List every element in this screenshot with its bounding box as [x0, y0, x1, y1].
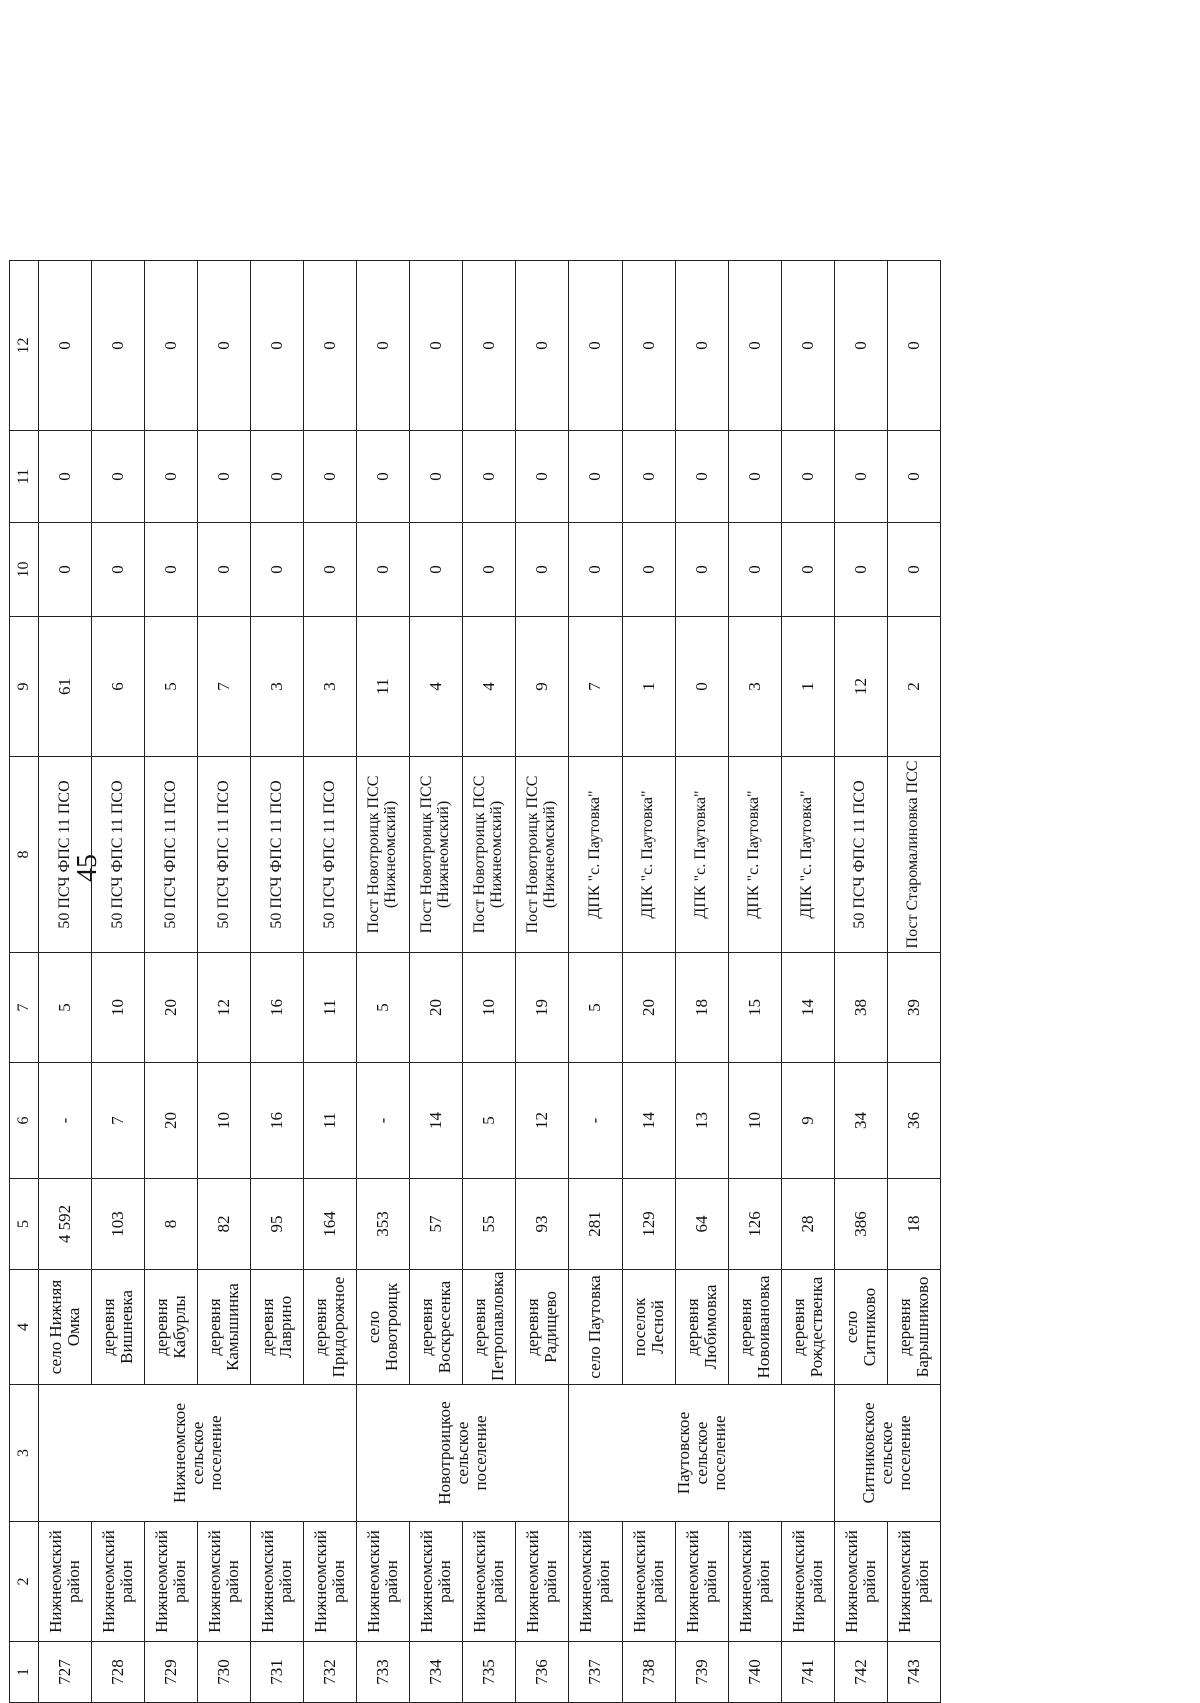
col9-cell: 3 — [728, 617, 781, 757]
col7-cell: 10 — [463, 953, 516, 1063]
col11-cell: 0 — [304, 431, 357, 523]
settlement-cell: деревня Вишневка — [92, 1270, 145, 1385]
col6-cell: 10 — [198, 1063, 251, 1179]
col10-cell: 0 — [516, 523, 569, 617]
fire-unit-cell: 50 ПСЧ ФПС 11 ПСО — [145, 757, 198, 953]
settlement-cell: село Паутовка — [569, 1270, 622, 1385]
col7-cell: 10 — [92, 953, 145, 1063]
population-cell: 129 — [622, 1179, 675, 1270]
district-cell: Нижнеомский район — [834, 1522, 887, 1642]
col9-cell: 61 — [39, 617, 92, 757]
column-header-9: 9 — [10, 617, 39, 757]
col11-cell: 0 — [198, 431, 251, 523]
col6-cell: - — [39, 1063, 92, 1179]
col9-cell: 3 — [251, 617, 304, 757]
table-row — [569, 261, 622, 1703]
col12-cell: 0 — [251, 261, 304, 431]
col9-cell: 7 — [569, 617, 622, 757]
row-number-cell: 737 — [569, 1642, 622, 1703]
row-number-cell: 736 — [516, 1642, 569, 1703]
district-cell: Нижнеомский район — [622, 1522, 675, 1642]
col11-cell: 0 — [463, 431, 516, 523]
col10-cell: 0 — [39, 523, 92, 617]
col6-cell: 20 — [145, 1063, 198, 1179]
row-number-cell: 743 — [887, 1642, 940, 1703]
col12-cell: 0 — [304, 261, 357, 431]
col11-cell: 0 — [145, 431, 198, 523]
col12-cell: 0 — [357, 261, 410, 431]
fire-unit-cell: ДПК "с. Паутовка" — [569, 757, 622, 953]
col9-cell: 0 — [675, 617, 728, 757]
col10-cell: 0 — [887, 523, 940, 617]
col7-cell: 20 — [622, 953, 675, 1063]
col10-cell: 0 — [728, 523, 781, 617]
col10-cell: 0 — [622, 523, 675, 617]
district-cell: Нижнеомский район — [887, 1522, 940, 1642]
column-header-8: 8 — [10, 757, 39, 953]
data-table — [9, 260, 941, 1703]
col12-cell: 0 — [622, 261, 675, 431]
col9-cell: 7 — [198, 617, 251, 757]
row-number-cell: 742 — [834, 1642, 887, 1703]
header-row — [10, 261, 39, 1703]
fire-unit-cell: ДПК "с. Паутовка" — [728, 757, 781, 953]
column-header-10: 10 — [10, 523, 39, 617]
col12-cell: 0 — [675, 261, 728, 431]
table-body — [39, 261, 941, 1703]
col10-cell: 0 — [569, 523, 622, 617]
district-cell: Нижнеомский район — [410, 1522, 463, 1642]
col10-cell: 0 — [304, 523, 357, 617]
district-cell: Нижнеомский район — [728, 1522, 781, 1642]
population-cell: 126 — [728, 1179, 781, 1270]
district-cell: Нижнеомский район — [516, 1522, 569, 1642]
col9-cell: 4 — [463, 617, 516, 757]
fire-unit-cell: 50 ПСЧ ФПС 11 ПСО — [834, 757, 887, 953]
col7-cell: 18 — [675, 953, 728, 1063]
col12-cell: 0 — [39, 261, 92, 431]
col6-cell: 9 — [781, 1063, 834, 1179]
col11-cell: 0 — [728, 431, 781, 523]
col6-cell: - — [569, 1063, 622, 1179]
col12-cell: 0 — [410, 261, 463, 431]
population-cell: 353 — [357, 1179, 410, 1270]
fire-unit-cell: ДПК "с. Паутовка" — [622, 757, 675, 953]
settlement-cell: деревня Новоивановка — [728, 1270, 781, 1385]
population-cell: 55 — [463, 1179, 516, 1270]
settlement-cell: село Нижняя Омка — [39, 1270, 92, 1385]
col6-cell: 36 — [887, 1063, 940, 1179]
fire-unit-cell: Пост Новотроицк ПСС (Нижнеомский) — [410, 757, 463, 953]
settlement-cell: деревня Барышниково — [887, 1270, 940, 1385]
col10-cell: 0 — [410, 523, 463, 617]
district-cell: Нижнеомский район — [304, 1522, 357, 1642]
col7-cell: 16 — [251, 953, 304, 1063]
col9-cell: 12 — [834, 617, 887, 757]
column-header-6: 6 — [10, 1063, 39, 1179]
fire-unit-cell: Пост Старомалиновка ПСС — [887, 757, 940, 953]
district-cell: Нижнеомский район — [781, 1522, 834, 1642]
table-row — [39, 261, 92, 1703]
district-cell: Нижнеомский район — [357, 1522, 410, 1642]
col10-cell: 0 — [198, 523, 251, 617]
district-cell: Нижнеомский район — [569, 1522, 622, 1642]
settlement-cell: деревня Воскресенка — [410, 1270, 463, 1385]
column-header-7: 7 — [10, 953, 39, 1063]
col6-cell: 13 — [675, 1063, 728, 1179]
fire-unit-cell: Пост Новотроицк ПСС (Нижнеомский) — [516, 757, 569, 953]
column-header-4: 4 — [10, 1270, 39, 1385]
row-number-cell: 731 — [251, 1642, 304, 1703]
col9-cell: 6 — [92, 617, 145, 757]
population-cell: 4 592 — [39, 1179, 92, 1270]
row-number-cell: 741 — [781, 1642, 834, 1703]
population-cell: 64 — [675, 1179, 728, 1270]
district-cell: Нижнеомский район — [39, 1522, 92, 1642]
col11-cell: 0 — [516, 431, 569, 523]
col6-cell: 14 — [622, 1063, 675, 1179]
col6-cell: 5 — [463, 1063, 516, 1179]
col11-cell: 0 — [569, 431, 622, 523]
col12-cell: 0 — [781, 261, 834, 431]
col10-cell: 0 — [357, 523, 410, 617]
col7-cell: 20 — [145, 953, 198, 1063]
col12-cell: 0 — [569, 261, 622, 431]
column-header-1: 1 — [10, 1642, 39, 1703]
col10-cell: 0 — [145, 523, 198, 617]
col9-cell: 4 — [410, 617, 463, 757]
district-cell: Нижнеомский район — [251, 1522, 304, 1642]
col10-cell: 0 — [92, 523, 145, 617]
col6-cell: 14 — [410, 1063, 463, 1179]
col7-cell: 12 — [198, 953, 251, 1063]
row-number-cell: 740 — [728, 1642, 781, 1703]
col6-cell: 16 — [251, 1063, 304, 1179]
col11-cell: 0 — [675, 431, 728, 523]
settlement-cell: деревня Лаврино — [251, 1270, 304, 1385]
col11-cell: 0 — [834, 431, 887, 523]
row-number-cell: 738 — [622, 1642, 675, 1703]
population-cell: 95 — [251, 1179, 304, 1270]
col6-cell: 7 — [92, 1063, 145, 1179]
col9-cell: 5 — [145, 617, 198, 757]
row-number-cell: 734 — [410, 1642, 463, 1703]
col7-cell: 19 — [516, 953, 569, 1063]
district-cell: Нижнеомский район — [198, 1522, 251, 1642]
settlement-cell: деревня Радищево — [516, 1270, 569, 1385]
col12-cell: 0 — [198, 261, 251, 431]
fire-unit-cell: 50 ПСЧ ФПС 11 ПСО — [39, 757, 92, 953]
column-header-2: 2 — [10, 1522, 39, 1642]
fire-unit-cell: 50 ПСЧ ФПС 11 ПСО — [304, 757, 357, 953]
population-cell: 8 — [145, 1179, 198, 1270]
row-number-cell: 727 — [39, 1642, 92, 1703]
district-cell: Нижнеомский район — [145, 1522, 198, 1642]
col9-cell: 1 — [622, 617, 675, 757]
district-cell: Нижнеомский район — [92, 1522, 145, 1642]
row-number-cell: 729 — [145, 1642, 198, 1703]
col7-cell: 20 — [410, 953, 463, 1063]
fire-unit-cell: ДПК "с. Паутовка" — [781, 757, 834, 953]
col6-cell: 12 — [516, 1063, 569, 1179]
population-cell: 18 — [887, 1179, 940, 1270]
row-number-cell: 733 — [357, 1642, 410, 1703]
col7-cell: 5 — [569, 953, 622, 1063]
col6-cell: 34 — [834, 1063, 887, 1179]
col6-cell: 10 — [728, 1063, 781, 1179]
settlement-cell: деревня Петропавловка — [463, 1270, 516, 1385]
fire-unit-cell: Пост Новотроицк ПСС (Нижнеомский) — [357, 757, 410, 953]
population-cell: 28 — [781, 1179, 834, 1270]
row-number-cell: 728 — [92, 1642, 145, 1703]
row-number-cell: 739 — [675, 1642, 728, 1703]
row-number-cell: 730 — [198, 1642, 251, 1703]
settlement-cell: село Ситниково — [834, 1270, 887, 1385]
municipality-cell: Ситниковское сельское поселение — [834, 1385, 940, 1522]
settlement-cell: деревня Кабурлы — [145, 1270, 198, 1385]
col6-cell: 11 — [304, 1063, 357, 1179]
col9-cell: 1 — [781, 617, 834, 757]
population-cell: 164 — [304, 1179, 357, 1270]
row-number-cell: 735 — [463, 1642, 516, 1703]
table-frame — [9, 261, 941, 1703]
settlement-cell: деревня Придорожное — [304, 1270, 357, 1385]
settlement-cell: село Новотроицк — [357, 1270, 410, 1385]
column-header-11: 11 — [10, 431, 39, 523]
page-number: 45 — [72, 854, 103, 882]
district-cell: Нижнеомский район — [463, 1522, 516, 1642]
col10-cell: 0 — [781, 523, 834, 617]
col9-cell: 2 — [887, 617, 940, 757]
settlement-cell: деревня Камышинка — [198, 1270, 251, 1385]
col12-cell: 0 — [728, 261, 781, 431]
fire-unit-cell: 50 ПСЧ ФПС 11 ПСО — [92, 757, 145, 953]
population-cell: 93 — [516, 1179, 569, 1270]
fire-unit-cell: Пост Новотроицк ПСС (Нижнеомский) — [463, 757, 516, 953]
col6-cell: - — [357, 1063, 410, 1179]
district-cell: Нижнеомский район — [675, 1522, 728, 1642]
settlement-cell: деревня Рождественка — [781, 1270, 834, 1385]
col9-cell: 3 — [304, 617, 357, 757]
population-cell: 386 — [834, 1179, 887, 1270]
table-row — [834, 261, 887, 1703]
col11-cell: 0 — [92, 431, 145, 523]
col10-cell: 0 — [251, 523, 304, 617]
col11-cell: 0 — [251, 431, 304, 523]
col11-cell: 0 — [887, 431, 940, 523]
col12-cell: 0 — [145, 261, 198, 431]
population-cell: 281 — [569, 1179, 622, 1270]
municipality-cell: Новотроицкое сельское поселение — [357, 1385, 569, 1522]
settlement-cell: деревня Любимовка — [675, 1270, 728, 1385]
col12-cell: 0 — [463, 261, 516, 431]
col7-cell: 39 — [887, 953, 940, 1063]
col7-cell: 14 — [781, 953, 834, 1063]
column-header-3: 3 — [10, 1385, 39, 1522]
col7-cell: 38 — [834, 953, 887, 1063]
column-header-12: 12 — [10, 261, 39, 431]
settlement-cell: поселок Лесной — [622, 1270, 675, 1385]
col11-cell: 0 — [39, 431, 92, 523]
column-header-5: 5 — [10, 1179, 39, 1270]
col11-cell: 0 — [781, 431, 834, 523]
col9-cell: 11 — [357, 617, 410, 757]
municipality-cell: Нижнеомское сельское поселение — [39, 1385, 357, 1522]
col7-cell: 15 — [728, 953, 781, 1063]
population-cell: 57 — [410, 1179, 463, 1270]
fire-unit-cell: 50 ПСЧ ФПС 11 ПСО — [251, 757, 304, 953]
col7-cell: 11 — [304, 953, 357, 1063]
col12-cell: 0 — [92, 261, 145, 431]
table-header — [10, 261, 39, 1703]
col7-cell: 5 — [357, 953, 410, 1063]
col10-cell: 0 — [834, 523, 887, 617]
municipality-cell: Паутовское сельское поселение — [569, 1385, 834, 1522]
col11-cell: 0 — [410, 431, 463, 523]
row-number-cell: 732 — [304, 1642, 357, 1703]
col12-cell: 0 — [887, 261, 940, 431]
col11-cell: 0 — [357, 431, 410, 523]
fire-unit-cell: ДПК "с. Паутовка" — [675, 757, 728, 953]
population-cell: 103 — [92, 1179, 145, 1270]
col7-cell: 5 — [39, 953, 92, 1063]
col11-cell: 0 — [622, 431, 675, 523]
fire-unit-cell: 50 ПСЧ ФПС 11 ПСО — [198, 757, 251, 953]
population-cell: 82 — [198, 1179, 251, 1270]
col12-cell: 0 — [516, 261, 569, 431]
col10-cell: 0 — [463, 523, 516, 617]
col10-cell: 0 — [675, 523, 728, 617]
table-row — [357, 261, 410, 1703]
col12-cell: 0 — [834, 261, 887, 431]
col9-cell: 9 — [516, 617, 569, 757]
